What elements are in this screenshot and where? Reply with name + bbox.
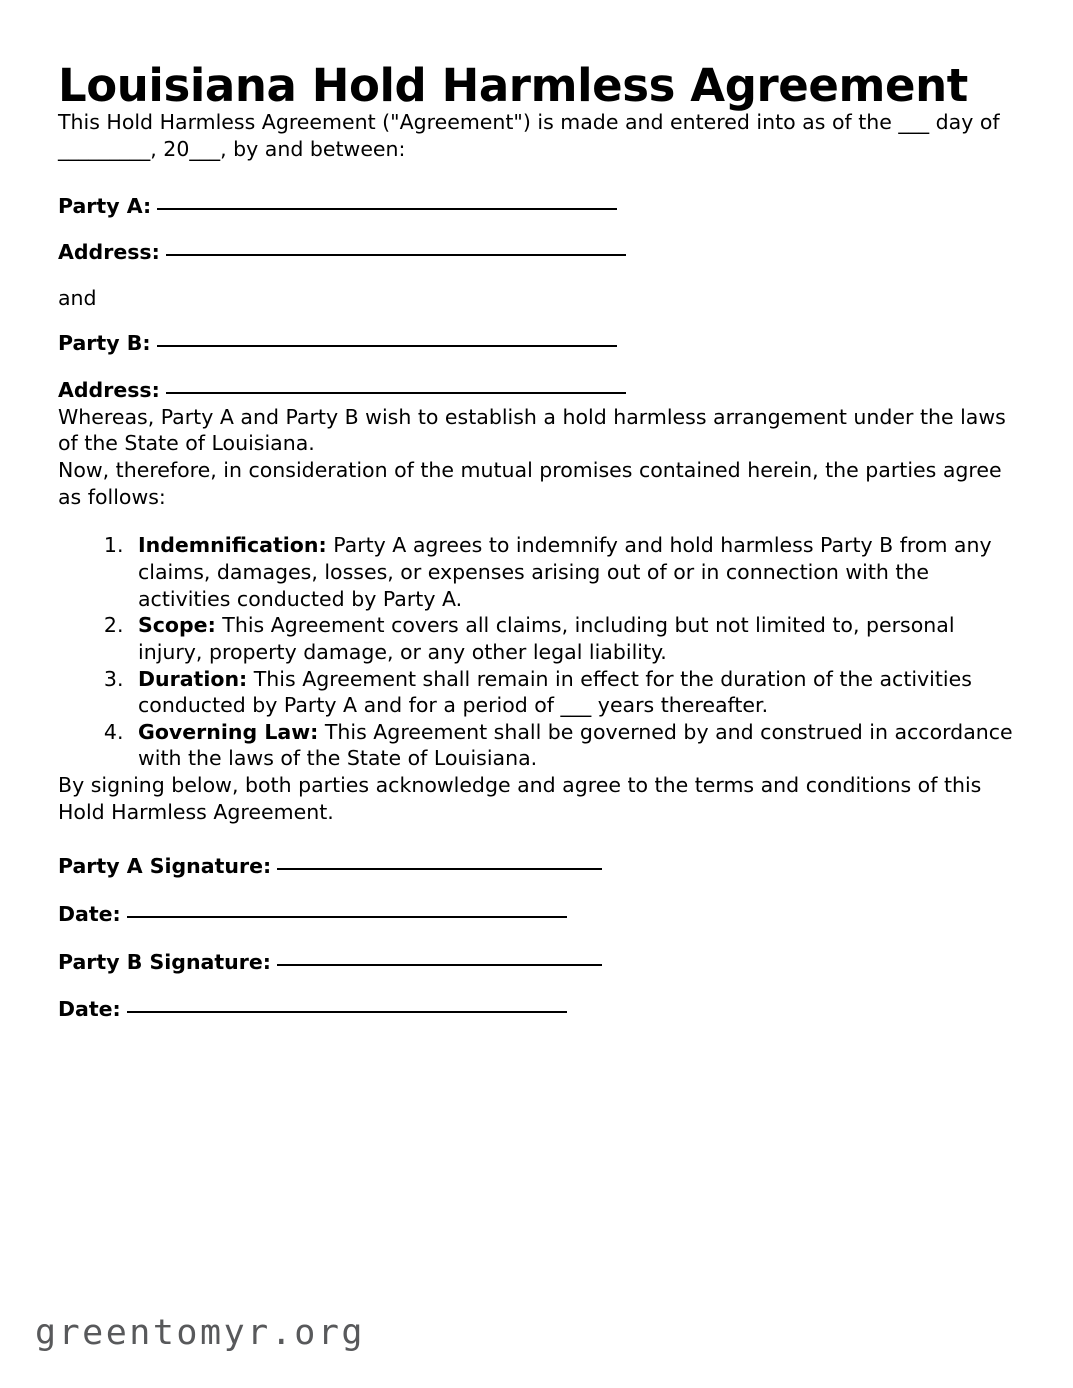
address-a-label: Address:: [58, 240, 160, 265]
date-a-label: Date:: [58, 901, 121, 926]
term-label: Duration:: [138, 666, 248, 691]
party-a-signature-input[interactable]: [277, 868, 602, 870]
list-item: [130, 666, 1015, 719]
intro-paragraph: This Hold Harmless Agreement ("Agreement") is made and entered into as of the ___ day of _________, 20___, by and between:: [58, 110, 1000, 161]
date-a-input[interactable]: [127, 916, 567, 918]
term-label: Scope:: [138, 613, 216, 638]
by-signing-paragraph: By signing below, both parties acknowledge and agree to the terms and conditions of this Hold Harmless Agreement.: [58, 773, 982, 824]
site-watermark: greentomyr.org: [35, 1313, 366, 1353]
party-b-label: Party B:: [58, 331, 151, 356]
field-party-b: [58, 330, 1015, 357]
address-b-label: Address:: [58, 378, 160, 403]
party-a-label: Party A:: [58, 193, 152, 218]
term-text: This Agreement shall be governed by and construed in accordance with the laws of the State of Louisiana.: [138, 719, 1013, 771]
term-text: This Agreement covers all claims, including but not limited to, personal injury, property damage, or any other legal liability.: [138, 613, 955, 664]
field-party-b-signature: [58, 949, 1015, 976]
list-item: [130, 612, 1015, 665]
now-therefore-paragraph: Now, therefore, in consideration of the mutual promises contained herein, the parties agree as follows:: [58, 458, 1002, 509]
list-item: [130, 719, 1015, 772]
address-a-input[interactable]: [166, 254, 626, 256]
field-party-a: [58, 193, 1015, 220]
term-text: This Agreement shall remain in effect for the duration of the activities conducted by Party A and for a period of ___ years thereafter.: [138, 666, 972, 718]
field-date-a: [58, 901, 1015, 928]
field-party-a-signature: [58, 853, 1015, 880]
party-b-signature-label: Party B Signature:: [58, 949, 271, 974]
party-a-signature-label: Party A Signature:: [58, 854, 272, 879]
address-b-input[interactable]: [166, 392, 626, 394]
field-address-b: [58, 377, 1015, 404]
term-label: Indemnification:: [138, 533, 327, 558]
term-label: Governing Law:: [138, 719, 319, 744]
date-b-label: Date:: [58, 997, 121, 1022]
field-date-b: [58, 996, 1015, 1023]
term-text: Party A agrees to indemnify and hold harmless Party B from any claims, damages, losses, or expenses arising out of or in connection with the activities conducted by Party A.: [138, 533, 992, 611]
party-b-signature-input[interactable]: [277, 964, 602, 966]
party-a-input[interactable]: [157, 208, 617, 210]
page-title: Louisiana Hold Harmless Agreement: [58, 59, 968, 112]
party-b-input[interactable]: [157, 345, 617, 347]
and-connector: and: [58, 285, 97, 310]
date-b-input[interactable]: [127, 1011, 567, 1013]
list-item: [130, 532, 1015, 612]
terms-list: [58, 532, 1015, 772]
field-address-a: [58, 239, 1015, 266]
whereas-paragraph: Whereas, Party A and Party B wish to establish a hold harmless arrangement under the laws of the State of Louisiana.: [58, 404, 1006, 456]
